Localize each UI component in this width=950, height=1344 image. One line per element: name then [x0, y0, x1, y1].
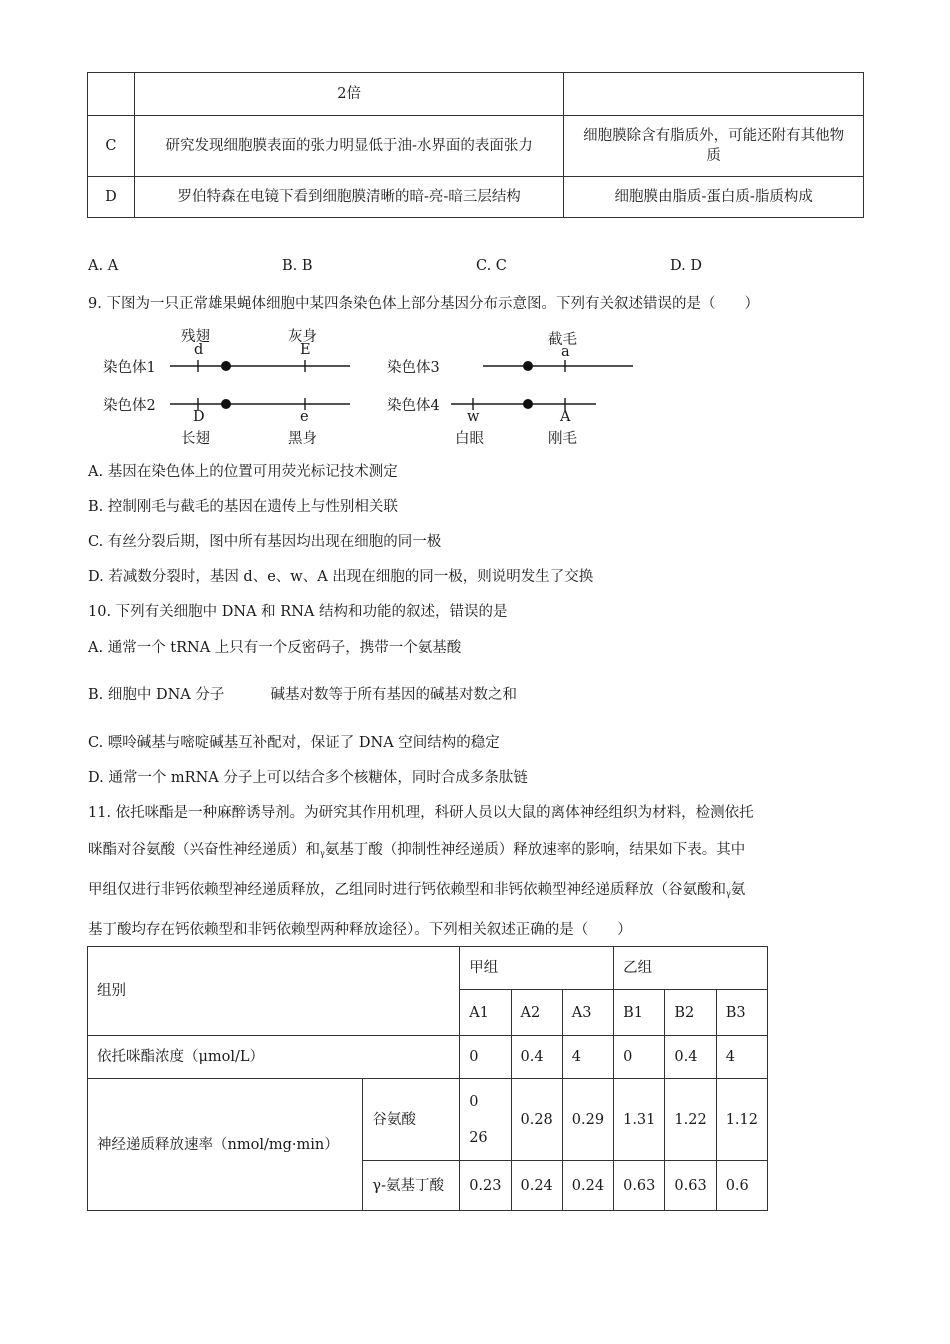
trait-label: 长翅: [181, 431, 210, 447]
q9-option-c[interactable]: C. 有丝分裂后期，图中所有基因均出现在细胞的同一极: [88, 534, 442, 550]
value-cell: 1.22: [665, 1079, 716, 1161]
gene-symbol: d: [194, 342, 204, 358]
gene-symbol: e: [300, 409, 309, 425]
trait-label: 刚毛: [548, 431, 577, 447]
concentration-label: 依托咪酯浓度（μmol/L）: [88, 1036, 460, 1079]
value-cell: 1.12: [716, 1079, 767, 1161]
q10-option-d[interactable]: D. 通常一个 mRNA 分子上可以结合多个核糖体，同时合成多条肽链: [88, 770, 528, 786]
chr3-label: 染色体3: [387, 360, 440, 376]
value-cell: 0.29: [562, 1079, 613, 1161]
chr1-label: 染色体1: [103, 360, 156, 376]
q10-stem: 10. 下列有关细胞中 DNA 和 RNA 结构和功能的叙述，错误的是: [88, 604, 508, 620]
option-d[interactable]: D. D: [670, 258, 702, 274]
subgroup-cell: B3: [716, 990, 767, 1036]
stem-text: 甲组仅进行非钙依赖型神经递质释放，乙组同时进行钙依赖型和非钙依赖型神经递质释放（谷氨酸和: [88, 882, 726, 898]
subgroup-cell: A3: [562, 990, 613, 1036]
gene-symbol: D: [193, 409, 205, 425]
table-header-row: [88, 947, 768, 990]
chr4-label: 染色体4: [387, 398, 440, 414]
gene-symbol: a: [561, 344, 570, 360]
conclusion-cell: [564, 73, 864, 116]
value-cell: 4: [562, 1036, 613, 1079]
q8-table: [87, 72, 864, 218]
trait-label: 灰身: [288, 329, 317, 345]
value-cell: 0: [460, 1036, 511, 1079]
stem-text: 咪酯对谷氨酸（兴奋性神经递质）和: [88, 842, 320, 858]
stem-text: 氨: [730, 882, 746, 898]
trait-label: 截毛: [548, 332, 577, 348]
group-a-header: 甲组: [460, 947, 614, 990]
q9-option-a[interactable]: A. 基因在染色体上的位置可用荧光标记技术测定: [88, 464, 398, 480]
value-cell: [460, 1079, 511, 1161]
row-label: C: [88, 116, 135, 177]
trait-label: 残翅: [181, 329, 210, 345]
gene-symbol: A: [560, 409, 571, 425]
value-part: 0: [469, 1093, 479, 1110]
subgroup-cell: A2: [511, 990, 562, 1036]
q10-option-c[interactable]: C. 嘌呤碱基与嘧啶碱基互补配对，保证了 DNA 空间结构的稳定: [88, 735, 500, 751]
value-cell: 4: [716, 1036, 767, 1079]
conclusion-cell: 细胞膜由脂质-蛋白质-脂质构成: [564, 177, 864, 218]
value-cell: 0.24: [511, 1161, 562, 1211]
table-row: [88, 177, 864, 218]
value-cell: 0: [614, 1036, 665, 1079]
gamma-symbol: γ: [320, 849, 325, 858]
stem-line: [88, 832, 868, 872]
glutamate-label: 谷氨酸: [363, 1079, 460, 1161]
trait-label: 黑身: [288, 431, 317, 447]
chr2-label: 染色体2: [103, 398, 156, 414]
value-cell: 0.28: [511, 1079, 562, 1161]
q8-options: [88, 258, 868, 278]
evidence-cell: 2倍: [134, 73, 563, 116]
value-part: 26: [469, 1129, 488, 1146]
option-c[interactable]: C. C: [476, 258, 507, 274]
value-cell: 0.23: [460, 1161, 511, 1211]
stem-text: 氨基丁酸（抑制性神经递质）释放速率的影响，结果如下表。其中: [324, 842, 746, 858]
table-row: [88, 73, 864, 116]
stem-line: 基丁酸均存在钙依赖型和非钙依赖型两种释放途径）。下列相关叙述正确的是（ ）: [88, 922, 632, 938]
q11-data-table: [87, 946, 768, 1211]
concentration-row: [88, 1036, 768, 1079]
q9-stem: 9. 下图为一只正常雄果蝇体细胞中某四条染色体上部分基因分布示意图。下列有关叙述错误的是（ ）: [88, 296, 759, 312]
value-cell: 1.31: [614, 1079, 665, 1161]
evidence-cell: 研究发现细胞膜表面的张力明显低于油-水界面的表面张力: [134, 116, 563, 177]
glutamate-row: [88, 1079, 768, 1161]
q10-option-a[interactable]: A. 通常一个 tRNA 上只有一个反密码子，携带一个氨基酸: [88, 640, 462, 656]
option-b[interactable]: B. B: [282, 258, 313, 274]
conclusion-cell: 细胞膜除含有脂质外，可能还附有其他物质: [564, 116, 864, 177]
q9-option-b[interactable]: B. 控制刚毛与截毛的基因在遗传上与性别相关联: [88, 499, 398, 515]
stem-line: [88, 872, 868, 912]
trait-label: 白眼: [455, 431, 484, 447]
option-a[interactable]: A. A: [88, 258, 119, 274]
stem-line: 11. 依托咪酯是一种麻醉诱导剂。为研究其作用机理，科研人员以大鼠的离体神经组织为材料，检测依托: [88, 805, 754, 821]
gene-symbol: w: [467, 409, 480, 425]
gamma-symbol: γ: [726, 889, 731, 898]
value-cell: 0.4: [665, 1036, 716, 1079]
evidence-cell: 罗伯特森在电镜下看到细胞膜清晰的暗-亮-暗三层结构: [134, 177, 563, 218]
subgroup-cell: B2: [665, 990, 716, 1036]
q11-stem: [88, 795, 868, 949]
row-label: D: [88, 177, 135, 218]
chromosome-diagram: [98, 322, 648, 452]
q10-option-b[interactable]: B. 细胞中 DNA 分子 碱基对数等于所有基因的碱基对数之和: [88, 687, 517, 703]
value-cell: 0.63: [614, 1161, 665, 1211]
release-rate-label: 神经递质释放速率（nmol/mg·min）: [88, 1079, 363, 1211]
header-group-label: 组别: [88, 947, 460, 1036]
value-cell: 0.24: [562, 1161, 613, 1211]
gaba-label: γ-氨基丁酸: [363, 1161, 460, 1211]
table-row: [88, 116, 864, 177]
q9-option-d[interactable]: D. 若减数分裂时，基因 d、e、w、A 出现在细胞的同一极，则说明发生了交换: [88, 569, 594, 585]
value-cell: 0.63: [665, 1161, 716, 1211]
row-label: [88, 73, 135, 116]
subgroup-cell: B1: [614, 990, 665, 1036]
gene-symbol: E: [300, 342, 311, 358]
value-cell: 0.4: [511, 1036, 562, 1079]
value-cell: 0.6: [716, 1161, 767, 1211]
group-b-header: 乙组: [614, 947, 768, 990]
subgroup-cell: A1: [460, 990, 511, 1036]
